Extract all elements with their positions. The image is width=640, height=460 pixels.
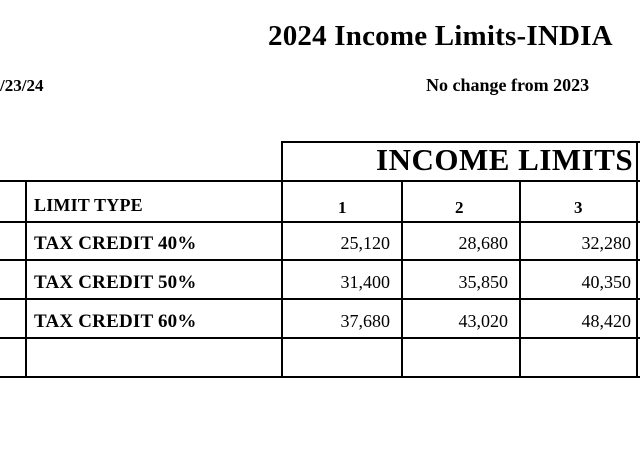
limit-type-header: LIMIT TYPE bbox=[34, 195, 143, 215]
effective-date: /23/24 bbox=[0, 76, 44, 95]
table-border bbox=[0, 298, 640, 300]
table-border bbox=[519, 180, 521, 378]
table-cell: 25,120 bbox=[340, 233, 390, 253]
document-title: 2024 Income Limits-INDIA bbox=[268, 20, 613, 52]
table-cell: 43,020 bbox=[458, 311, 508, 331]
column-header-3: 3 bbox=[574, 198, 583, 217]
table-border bbox=[401, 180, 403, 378]
table-cell: 48,420 bbox=[581, 311, 631, 331]
table-border bbox=[25, 180, 27, 378]
table-border bbox=[0, 180, 640, 182]
table-cell: 28,680 bbox=[458, 233, 508, 253]
table-border bbox=[0, 337, 640, 339]
table-cell: 37,680 bbox=[340, 311, 390, 331]
table-border bbox=[636, 141, 638, 378]
table-cell: 31,400 bbox=[340, 272, 390, 292]
table-border bbox=[0, 259, 640, 261]
column-header-2: 2 bbox=[455, 198, 464, 217]
row-label-tax-credit-60: TAX CREDIT 60% bbox=[34, 311, 197, 332]
table-border bbox=[0, 376, 640, 378]
row-label-tax-credit-40: TAX CREDIT 40% bbox=[34, 233, 197, 254]
table-cell: 40,350 bbox=[581, 272, 631, 292]
column-header-1: 1 bbox=[338, 198, 347, 217]
table-border bbox=[0, 221, 640, 223]
income-limits-header: INCOME LIMITS bbox=[376, 142, 634, 177]
change-note: No change from 2023 bbox=[426, 75, 590, 95]
table-cell: 32,280 bbox=[581, 233, 631, 253]
row-label-tax-credit-50: TAX CREDIT 50% bbox=[34, 272, 197, 293]
table-cell: 35,850 bbox=[458, 272, 508, 292]
